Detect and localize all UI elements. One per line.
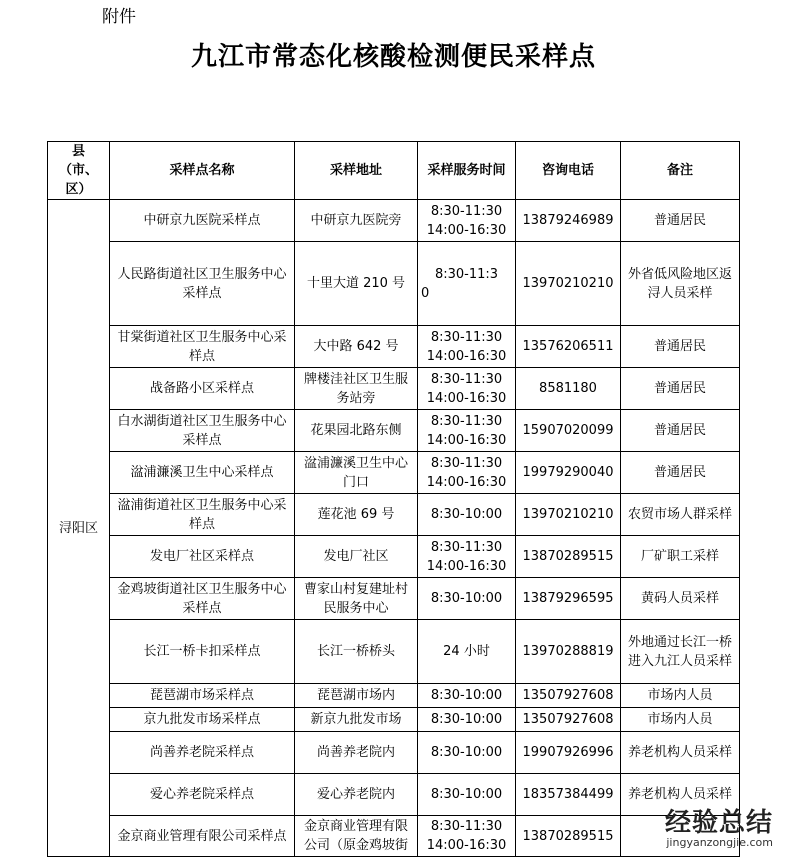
service-time-cell [418,536,516,578]
site-address-cell: 湓浦濂溪卫生中心门口 [295,452,418,494]
service-time-line1: 8:30-11:30 [430,819,503,834]
table-row [48,452,740,494]
phone-cell: 13879296595 [516,578,621,620]
site-name-cell: 爱心养老院采样点 [110,774,295,816]
site-name-cell: 琵琶湖市场采样点 [110,684,295,708]
note-cell: 养老机构人员采样 [621,774,740,816]
service-time-line1: 8:30-11:30 [430,371,503,387]
service-time-line1: 8:30-11:30 [430,539,503,555]
table-row [48,410,740,452]
service-time-cell [418,816,516,857]
site-address-cell: 琵琶湖市场内 [295,684,418,708]
note-cell: 厂矿职工采样 [621,536,740,578]
county-cell: 浔阳区 [48,200,110,857]
note-cell: 普通居民 [621,452,740,494]
service-time-line2: 14:00-16:30 [426,222,507,238]
phone-cell: 8581180 [516,368,621,410]
table-header-row [48,142,740,200]
service-time-cell [418,732,516,774]
phone-cell: 13879246989 [516,200,621,242]
sampling-sites-table [47,141,740,857]
table-row [48,200,740,242]
header-address: 采样地址 [295,142,418,200]
phone-cell: 13870289515 [516,816,621,857]
site-address-cell: 大中路 642 号 [295,326,418,368]
site-name-cell: 发电厂社区采样点 [110,536,295,578]
service-time-cell [418,452,516,494]
header-phone: 咨询电话 [516,142,621,200]
service-time-cell [418,774,516,816]
table-body [48,200,740,857]
table-row [48,578,740,620]
phone-cell: 13507927608 [516,684,621,708]
service-time-line2: 14:00-16:30 [426,348,507,364]
site-address-cell: 长江一桥桥头 [295,620,418,684]
note-cell: 农贸市场人群采样 [621,494,740,536]
phone-cell: 13507927608 [516,708,621,732]
service-time-line1: 8:30-10:00 [430,787,503,802]
site-name-cell: 京九批发市场采样点 [110,708,295,732]
note-cell: 普通居民 [621,368,740,410]
service-time-cell [418,684,516,708]
service-time-line2: 14:00-16:30 [426,558,507,574]
service-time-line1: 8:30-11:30 [430,413,503,429]
note-cell: 黄码人员采样 [621,578,740,620]
table-row [48,494,740,536]
service-time-cell [418,326,516,368]
table-row [48,326,740,368]
site-address-cell: 尚善养老院内 [295,732,418,774]
header-note: 备注 [621,142,740,200]
phone-cell: 13970210210 [516,242,621,326]
service-time-cell [418,200,516,242]
service-time-line1: 8:30-11:30 [430,203,503,219]
service-time-line1: 8:30-11:30 [430,329,503,345]
site-name-cell: 白水湖街道社区卫生服务中心采样点 [110,410,295,452]
table-row [48,368,740,410]
site-name-cell: 中研京九医院采样点 [110,200,295,242]
service-time-line1: 24 小时 [443,644,490,659]
note-cell: 普通居民 [621,326,740,368]
service-time-cell [418,410,516,452]
service-time-cell [418,620,516,684]
site-address-cell: 爱心养老院内 [295,774,418,816]
site-name-cell: 尚善养老院采样点 [110,732,295,774]
service-time-line2: 14:00-16:30 [426,432,507,448]
service-time-line2: 14:00-16:30 [426,474,507,490]
site-name-cell: 人民路街道社区卫生服务中心采样点 [110,242,295,326]
table-row [48,708,740,732]
service-time-line2: 14:00-16:30 [426,390,507,406]
service-time-line2: 0 [421,285,430,301]
note-cell: 外地通过长江一桥进入九江人员采样 [621,620,740,684]
watermark [665,809,773,849]
site-address-cell: 牌楼洼社区卫生服务站旁 [295,368,418,410]
service-time-line1: 8:30-10:00 [430,507,503,522]
phone-cell: 18357384499 [516,774,621,816]
table-row [48,774,740,816]
site-address-cell: 莲花池 69 号 [295,494,418,536]
site-address-cell: 曹家山村复建址村民服务中心 [295,578,418,620]
phone-cell: 19979290040 [516,452,621,494]
page-title: 九江市常态化核酸检测便民采样点 [190,42,596,72]
phone-cell: 13870289515 [516,536,621,578]
service-time-line1: 8:30-10:00 [430,591,503,606]
service-time-cell [418,578,516,620]
note-cell: 普通居民 [621,410,740,452]
site-name-cell: 金鸡坡街道社区卫生服务中心采样点 [110,578,295,620]
header-name: 采样点名称 [110,142,295,200]
site-name-cell: 长江一桥卡扣采样点 [110,620,295,684]
site-name-cell: 战备路小区采样点 [110,368,295,410]
note-cell: 外省低风险地区返浔人员采样 [621,242,740,326]
table-row [48,684,740,708]
site-address-cell: 花果园北路东侧 [295,410,418,452]
table-row [48,732,740,774]
phone-cell: 13576206511 [516,326,621,368]
site-name-cell: 湓浦街道社区卫生服务中心采样点 [110,494,295,536]
service-time-line1: 8:30-10:00 [430,745,503,760]
phone-cell: 13970288819 [516,620,621,684]
service-time-line1: 8:30-10:00 [430,712,503,727]
site-name-cell: 甘棠街道社区卫生服务中心采样点 [110,326,295,368]
attachment-label: 附件 [102,7,136,27]
service-time-line1: 8:30-11:30 [430,455,503,471]
service-time-line1: 8:30-10:00 [430,688,503,703]
phone-cell: 15907020099 [516,410,621,452]
table-row [48,620,740,684]
header-time: 采样服务时间 [418,142,516,200]
note-cell: 普通居民 [621,200,740,242]
watermark-url: jingyanzongjie.com [666,836,773,849]
table-row [48,536,740,578]
service-time-cell [418,708,516,732]
site-address-cell: 十里大道 210 号 [295,242,418,326]
table-row [48,816,740,857]
table-row [48,242,740,326]
site-address-cell: 中研京九医院旁 [295,200,418,242]
site-address-cell: 新京九批发市场 [295,708,418,732]
service-time-cell [418,242,516,326]
site-address-cell: 金京商业管理有限公司（原金鸡坡街 [295,816,418,857]
header-county: 县 （市、区） [48,142,110,200]
site-name-cell: 金京商业管理有限公司采样点 [110,816,295,857]
note-cell: 市场内人员 [621,708,740,732]
service-time-line2: 14:00-16:30 [426,838,507,853]
service-time-cell [418,368,516,410]
watermark-text: 经验总结 [664,808,773,838]
service-time-line1: 8:30-11:3 [434,266,499,282]
note-cell: 市场内人员 [621,684,740,708]
site-name-cell: 湓浦濂溪卫生中心采样点 [110,452,295,494]
service-time-cell [418,494,516,536]
phone-cell: 13970210210 [516,494,621,536]
note-cell: 养老机构人员采样 [621,732,740,774]
phone-cell: 19907926996 [516,732,621,774]
site-address-cell: 发电厂社区 [295,536,418,578]
